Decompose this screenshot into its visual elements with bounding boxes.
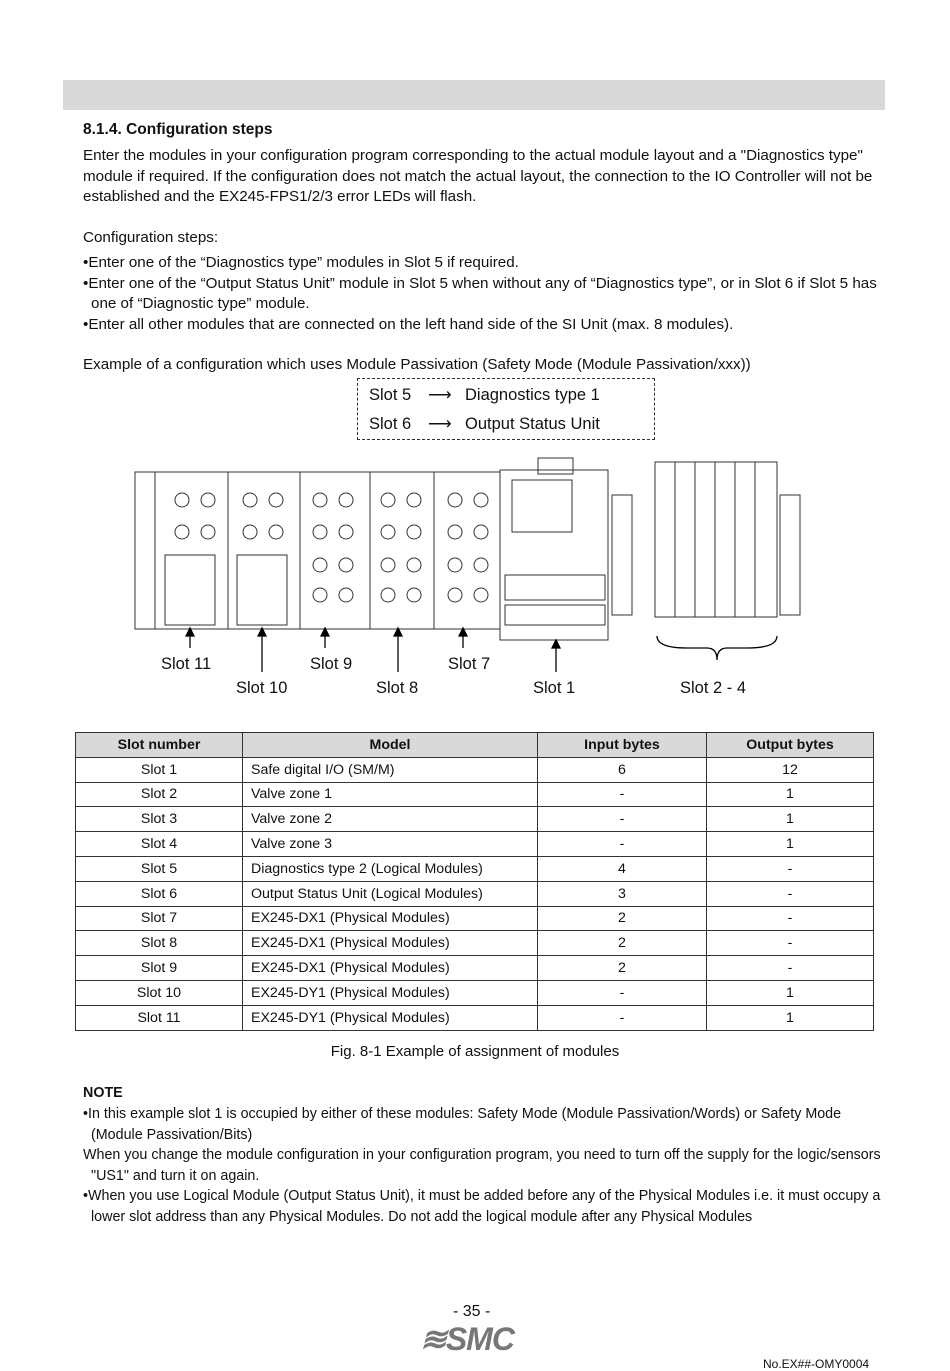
note-line: •In this example slot 1 is occupied by either of these modules: Safety Mode (Module Passivation/Words) or Safety Mode (Module Passivation/Bits)	[83, 1106, 842, 1143]
brace-icon	[657, 636, 777, 660]
table-cell: 1	[707, 782, 874, 807]
table-cell: -	[538, 980, 707, 1005]
note-line: When you change the module configuration in your configuration program, you need to turn off the supply for the logic/sensors "US1" and turn it on again.	[83, 1147, 881, 1184]
table-cell: Slot 3	[76, 807, 243, 832]
legend-desc: Output Status Unit	[465, 415, 600, 433]
table-cell: Slot 7	[76, 906, 243, 931]
step-item: •Enter all other modules that are connected on the left hand side of the SI Unit (max. 8 modules).	[83, 315, 734, 333]
table-cell: 2	[538, 956, 707, 981]
table-cell: EX245-DX1 (Physical Modules)	[243, 956, 538, 981]
column-header: Input bytes	[538, 733, 707, 758]
table-cell: Slot 6	[76, 881, 243, 906]
table-cell: Slot 2	[76, 782, 243, 807]
table-cell: 2	[538, 906, 707, 931]
column-header: Slot number	[76, 733, 243, 758]
table-cell: EX245-DX1 (Physical Modules)	[243, 906, 538, 931]
slot-label: Slot 11	[161, 655, 212, 673]
table-cell: -	[707, 906, 874, 931]
table-cell: 1	[707, 807, 874, 832]
table-cell: 6	[538, 757, 707, 782]
figure-caption: Fig. 8-1 Example of assignment of modules	[330, 1043, 620, 1060]
table-cell: Valve zone 3	[243, 832, 538, 857]
table-cell: EX245-DY1 (Physical Modules)	[243, 980, 538, 1005]
legend-slot: Slot 5	[369, 386, 412, 404]
slot-label: Slot 8	[376, 679, 419, 697]
table-cell: -	[538, 832, 707, 857]
io-modules	[155, 472, 500, 629]
table-cell: EX245-DX1 (Physical Modules)	[243, 931, 538, 956]
steps-list	[83, 253, 883, 335]
section-heading: 8.1.4. Configuration steps	[83, 121, 273, 138]
page-number: - 35 -	[453, 1303, 491, 1320]
table-row	[76, 807, 874, 832]
table-cell: 12	[707, 757, 874, 782]
table-cell: -	[538, 1005, 707, 1030]
module-assignment-table	[75, 732, 874, 1031]
slot-label: Slot 2 - 4	[680, 679, 747, 697]
step-item: •Enter one of the “Diagnostics type” modules in Slot 5 if required.	[83, 254, 519, 271]
table-row	[76, 881, 874, 906]
slot-label: Slot 1	[533, 679, 576, 697]
table-row	[76, 782, 874, 807]
table-row	[76, 856, 874, 881]
module-diagram	[0, 450, 950, 680]
si-unit	[500, 458, 608, 640]
document-number: No.EX##-OMY0004	[763, 1357, 870, 1371]
intro-paragraph: Enter the modules in your configuration program corresponding to the actual module layout and a "Diagnostics type" module if required. If the configuration does not match the actual layout, the connection to the IO Controller will not be established and the EX245-FPS1/2/3 error LEDs will flash.	[83, 147, 873, 205]
note-body	[83, 1104, 883, 1227]
arrow-icon: ⟶	[428, 415, 452, 433]
table-cell: -	[538, 782, 707, 807]
table-cell: -	[538, 807, 707, 832]
table-cell: 2	[538, 931, 707, 956]
table-cell: EX245-DY1 (Physical Modules)	[243, 1005, 538, 1030]
note-heading: NOTE	[83, 1085, 123, 1101]
step-item: •Enter one of the “Output Status Unit” module in Slot 5 when without any of “Diagnostics type”, or in Slot 6 if Slot 5 has one of “Diagnostic type” module.	[83, 274, 877, 312]
table-cell: Slot 10	[76, 980, 243, 1005]
example-caption: Example of a configuration which uses Module Passivation (Safety Mode (Module Passivation/xxx))	[83, 356, 751, 373]
end-plate	[135, 472, 155, 629]
table-cell: -	[707, 956, 874, 981]
table-row	[76, 931, 874, 956]
table-cell: Slot 8	[76, 931, 243, 956]
table-row	[76, 757, 874, 782]
table-row	[76, 832, 874, 857]
table-row	[76, 956, 874, 981]
table-cell: -	[707, 856, 874, 881]
legend-desc: Diagnostics type 1	[465, 386, 600, 404]
slot-legend-box	[357, 378, 655, 440]
table-cell: Output Status Unit (Logical Modules)	[243, 881, 538, 906]
legend-slot: Slot 6	[369, 415, 412, 433]
slot-label: Slot 7	[448, 655, 491, 673]
table-cell: 1	[707, 1005, 874, 1030]
table-row	[76, 1005, 874, 1030]
table-cell: -	[707, 931, 874, 956]
table-cell: 4	[538, 856, 707, 881]
table-cell: Valve zone 1	[243, 782, 538, 807]
table-cell: Safe digital I/O (SM/M)	[243, 757, 538, 782]
table-cell: Slot 1	[76, 757, 243, 782]
table-row	[76, 906, 874, 931]
table-cell: 1	[707, 832, 874, 857]
column-header: Model	[243, 733, 538, 758]
table-cell: 3	[538, 881, 707, 906]
table-row	[76, 980, 874, 1005]
table-cell: Slot 5	[76, 856, 243, 881]
table-cell: Diagnostics type 2 (Logical Modules)	[243, 856, 538, 881]
column-header: Output bytes	[707, 733, 874, 758]
table-cell: Slot 9	[76, 956, 243, 981]
header-bar	[63, 80, 885, 110]
note-line: •When you use Logical Module (Output Status Unit), it must be added before any of the Physical Modules i.e. it must occupy a lower slot address than any Physical Modules. Do not add the logical module after any Physical Modules	[83, 1188, 881, 1225]
table-cell: Valve zone 2	[243, 807, 538, 832]
table-cell: Slot 11	[76, 1005, 243, 1030]
table-cell: Slot 4	[76, 832, 243, 857]
steps-heading: Configuration steps:	[83, 229, 219, 246]
slot-label: Slot 9	[310, 655, 353, 673]
table-cell: -	[707, 881, 874, 906]
valve-manifold	[612, 462, 800, 617]
smc-logo: ≋SMC	[420, 1321, 514, 1357]
arrow-icon: ⟶	[428, 386, 452, 404]
slot-label: Slot 10	[236, 679, 288, 697]
table-cell: 1	[707, 980, 874, 1005]
